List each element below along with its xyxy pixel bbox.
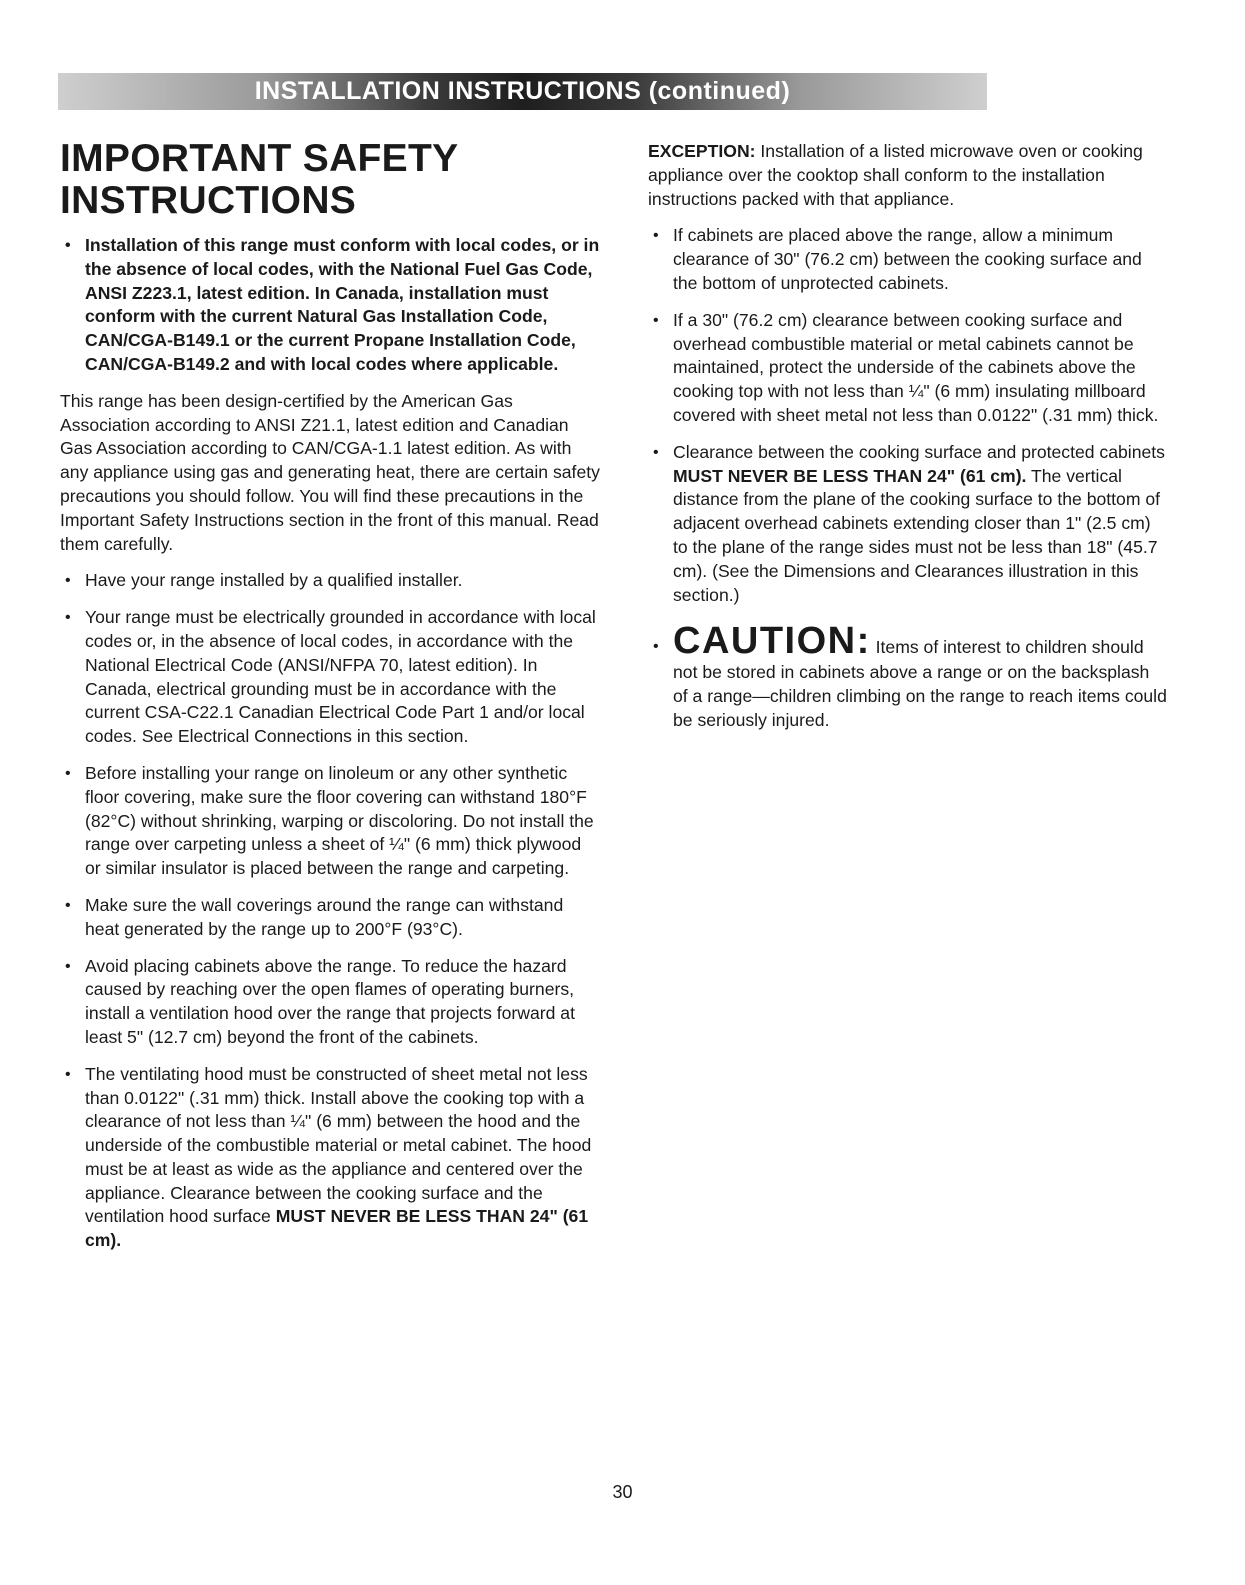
list-item xyxy=(60,1063,600,1253)
section-banner xyxy=(58,73,987,110)
code-conformance-item: • Installation of this range must conform with local codes, or in the absence of local codes, with the National Fuel Gas Code, ANSI Z223.1, latest edition. In Canada, installation must conform with the current Natural Gas Installation Code, CAN/CGA-B149.1 or the current Propane Installation Code, CAN/CGA-B149.2 and with local codes where applicable. xyxy=(60,234,600,377)
safety-list xyxy=(60,569,600,1253)
caution-notice xyxy=(648,621,1168,732)
list-item: • Have your range installed by a qualified installer. xyxy=(60,569,600,593)
list-item: • If a 30" (76.2 cm) clearance between cooking surface and overhead combustible material or metal cabinets cannot be maintained, protect the underside of the cabinets above the cooking top with not less than ¼" (6 mm) insulating millboard covered with sheet metal not less than 0.0122" (.31 mm) thick. xyxy=(648,309,1168,428)
title-line-2: INSTRUCTIONS xyxy=(60,179,357,222)
code-conformance-list xyxy=(60,234,600,377)
list-item: • If cabinets are placed above the range, allow a minimum clearance of 30" (76.2 cm) between the cooking surface and the bottom of unprotected cabinets. xyxy=(648,224,1168,295)
page-title xyxy=(60,138,600,222)
list-item: • Your range must be electrically grounded in accordance with local codes or, in the absence of local codes, in accordance with the National Electrical Code (ANSI/NFPA 70, latest edition). In Canada, electrical grounding must be in accordance with the current CSA-C22.1 Canadian Electrical Code Part 1 and/or local codes. See Electrical Connections in this section. xyxy=(60,606,600,749)
hood-clearance-warning: MUST NEVER BE LESS THAN 24" (61 cm). xyxy=(85,1206,589,1251)
clearance-details: The vertical distance from the plane of the cooking surface to the bottom of adjacent overhead cabinets extending closer than 1" (2.5 cm) to the plane of the range sides must not be less than 18" (45.7 cm). (See the Dimensions and Clearances illustration in this section.) xyxy=(673,465,1161,605)
page-number: 30 xyxy=(612,1482,633,1502)
hood-text: The ventilating hood must be constructed of sheet metal not less than 0.0122" (.31 mm) thick. Install above the cooking top with a clearance of not less than ¼" (6 mm) between the hood and the underside of the combustible material or metal cabinet. The hood must be at least as wide as the appliance and centered over the appliance. Clearance between the cooking surface and the ventilation hood surface xyxy=(85,1063,592,1227)
clearance-warning: MUST NEVER BE LESS THAN 24" (61 cm). xyxy=(673,465,1027,486)
list-item xyxy=(648,441,1168,608)
clearance-list xyxy=(648,224,1168,607)
list-item: • Make sure the wall coverings around the range can withstand heat generated by the range up to 200°F (93°C). xyxy=(60,894,600,942)
caution-text: Items of interest to children should not be stored in cabinets above a range or on the backsplash of a range—children climbing on the range to reach items could be seriously injured. xyxy=(673,637,1167,730)
intro-paragraph: This range has been design-certified by the American Gas Association according to ANSI Z21.1, latest edition and Canadian Gas Association according to CAN/CGA-1.1 latest edition. As with any appliance using gas and generating heat, there are certain safety precautions you should follow. You will find these precautions in the Important Safety Instructions section in the front of this manual. Read them carefully. xyxy=(60,390,600,554)
title-line-1: IMPORTANT SAFETY xyxy=(60,137,459,180)
right-column xyxy=(648,140,1168,733)
clearance-text: Clearance between the cooking surface and protected cabinets xyxy=(673,441,1165,462)
caution-label: CAUTION: xyxy=(673,620,871,663)
exception-label: EXCEPTION: xyxy=(648,141,756,161)
list-item: • Avoid placing cabinets above the range. To reduce the hazard caused by reaching over the open flames of operating burners, install a ventilation hood over the range that projects forward at least 5" (12.7 cm) beyond the front of the cabinets. xyxy=(60,955,600,1050)
left-column xyxy=(60,138,600,1266)
list-item: • Before installing your range on linoleum or any other synthetic floor covering, make sure the floor covering can withstand 180°F (82°C) without shrinking, warping or discoloring. Do not install the range over carpeting unless a sheet of ¼" (6 mm) thick plywood or similar insulator is placed between the range and carpeting. xyxy=(60,762,600,881)
banner-title: INSTALLATION INSTRUCTIONS (continued) xyxy=(254,77,791,105)
exception-text: Installation of a listed microwave oven or cooking appliance over the cooktop shall conform to the installation instructions packed with that appliance. xyxy=(648,141,1143,209)
exception-paragraph xyxy=(648,140,1168,211)
